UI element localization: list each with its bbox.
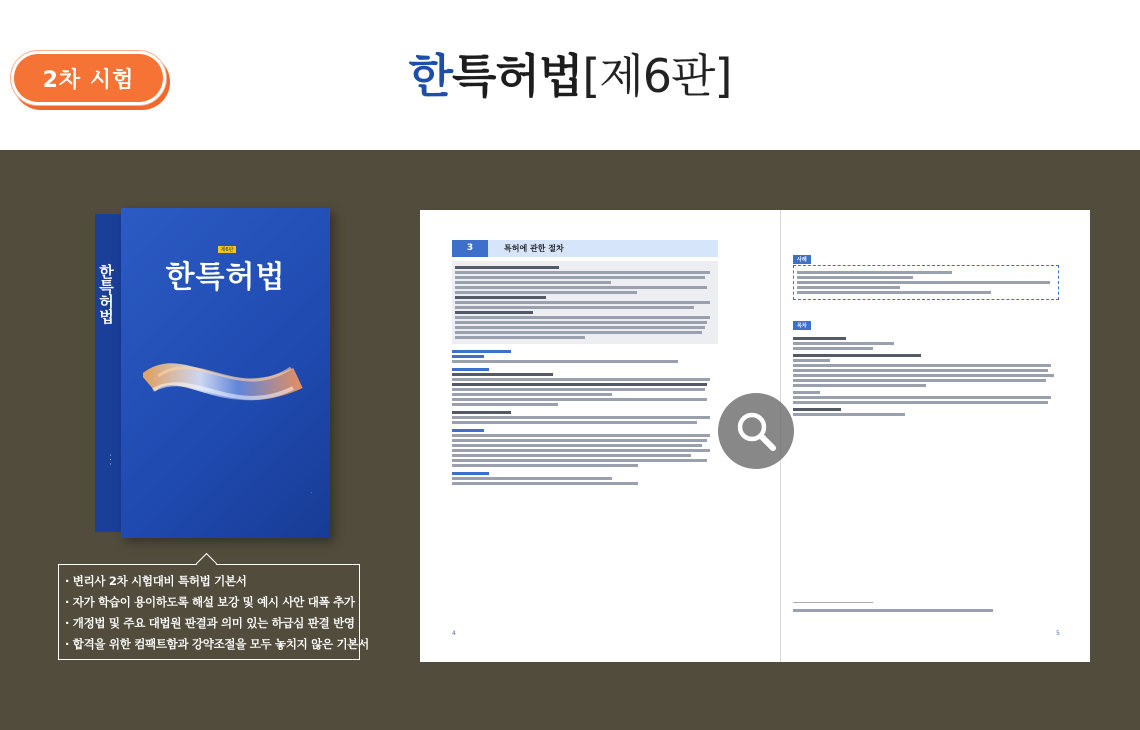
analysis-tag: 목차 (793, 321, 811, 330)
caption-line-1: · 변리사 2차 시험대비 특허법 기본서 (65, 574, 247, 588)
feature-caption (58, 564, 369, 660)
spine-details: · · · (106, 454, 114, 466)
left-page (452, 240, 718, 487)
header-area (0, 0, 1140, 150)
title-accent: 한 (408, 49, 453, 103)
left-body (452, 350, 718, 485)
statute-box (452, 261, 718, 344)
chapter-header (452, 240, 718, 257)
footnote-rule (793, 602, 873, 603)
book-cover (95, 208, 330, 538)
chapter-title: 특허에 관한 절차 (504, 244, 564, 253)
book-front (121, 208, 330, 538)
caption-line-4: · 합격을 위한 컴팩트함과 강약조절을 모두 놓치지 않은 기본서 (65, 637, 369, 651)
zoom-preview-button[interactable] (718, 393, 794, 469)
chapter-number: 3 (452, 240, 488, 257)
left-folio: 4 (452, 630, 456, 637)
exam-badge-label: 2차 시험 (14, 54, 163, 102)
title-edition: [제6판] (582, 49, 732, 103)
right-body (793, 337, 1059, 416)
book-spine (95, 214, 121, 532)
cover-publisher: · (310, 490, 312, 496)
caption-line-2: · 자가 학습이 용이하도록 해설 보강 및 예시 사안 대폭 추가 (65, 595, 355, 609)
search-icon (734, 409, 778, 453)
cover-ribbon-art (143, 338, 303, 428)
right-folio: 5 (1056, 630, 1060, 637)
footnote (793, 607, 1059, 614)
spine-title: 한특허법 (97, 264, 115, 324)
cover-edition-tag: 제6판 (218, 246, 237, 253)
page-title (0, 40, 1140, 106)
case-tag: 사례 (793, 255, 811, 264)
cover-title: 한특허법 (165, 260, 286, 295)
right-page (793, 246, 1059, 418)
caption-line-3: · 개정법 및 주요 대법원 판결과 의미 있는 하급심 판결 반영 (65, 616, 355, 630)
case-box (793, 265, 1059, 300)
title-rest: 특허법 (452, 49, 583, 103)
